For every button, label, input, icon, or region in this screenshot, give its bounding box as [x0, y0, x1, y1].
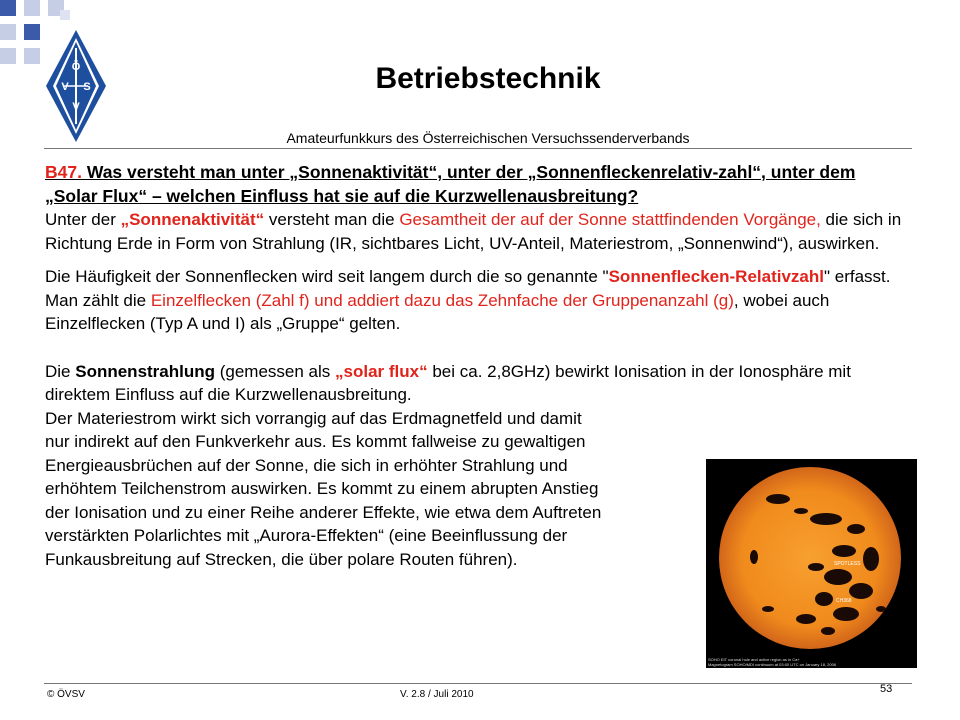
paragraph-relativzahl: Die Häufigkeit der Sonnenflecken wird seit langem durch die so genannte "Sonnenflecken-Relativzahl" erfasst. Man zählt die Einzelflecken (Zahl f) und addiert dazu das Zehnfache der Gruppenanzahl (g), wobei auch Einzelflecken (Typ A und I) als „Gruppe“ gelten. — [45, 267, 891, 333]
page-subtitle: Amateurfunkkurs des Österreichischen Versuchssenderverbands — [286, 130, 690, 146]
page-title: Betriebstechnik — [375, 62, 601, 95]
ovsv-logo — [44, 28, 108, 144]
label-ch368: CH368 — [836, 598, 852, 604]
question-number: B47. — [45, 162, 82, 182]
svg-text:V: V — [61, 81, 69, 93]
header-divider — [44, 148, 912, 149]
highlight-solar-flux: „solar flux“ — [335, 361, 428, 381]
question-text: Was versteht man unter „Sonnenaktivität“, unter der „Sonnenfleckenrelativ-zahl“, unter dem „Solar Flux“ – welchen Einfluss hat sie auf die Kurzwellenausbreitung? — [45, 162, 856, 206]
highlight-einzelflecken: Einzelflecken (Zahl f) und addiert dazu das Zehnfache der Gruppenanzahl (g) — [150, 290, 734, 310]
paragraph-sonnenstrahlung: Die Sonnenstrahlung (gemessen als „solar flux“ bei ca. 2,8GHz) bewirkt Ionisation in der Ionosphäre mit direktem Einfluss auf die Kurzwellenausbreitung. — [45, 361, 851, 404]
svg-text:S: S — [83, 81, 91, 93]
sun-image — [706, 459, 917, 668]
svg-text:V: V — [72, 101, 80, 113]
paragraph-materiestrom: Der Materiestrom wirkt sich vorrangig auf das Erdmagnetfeld und damit nur indirekt auf den Funkverkehr aus. Es kommt fallweise zu gewaltigen Energieausbrüchen auf der Sonne, die sich in erhöhter Strahlung und erhöhtem Teilchenstrom auswirken. Es kommt zu einem abrupten Anstieg der Ionisation und zu einer Reihe anderer Effekte, wie etwa dem Auftreten verstärkten Polarlichtes mit „Aurora-Effekten“ (eine Beeinflussung der Funkausbreitung auf Strecken, die über polare Routen führen). — [45, 408, 602, 569]
image-caption-2: Magnetogram SOHO/MDI continuum at 03:00 UTC on January 18, 2006 — [708, 662, 837, 667]
label-spotless: SPOTLESS — [834, 561, 861, 567]
footer-divider — [44, 683, 912, 684]
image-caption-1: SOHO EIT coronal hole and active region as in Ca+ — [708, 657, 800, 662]
paragraph-sonnenaktivitaet: Unter der „Sonnenaktivität“ versteht man die Gesamtheit der auf der Sonne stattfindenden Vorgänge, die sich in Richtung Erde in Form von Strahlung (IR, sichtbares Licht, UV-Anteil, Materiestrom, „Sonnenwind“), auswirken. — [45, 210, 902, 253]
page-number: 53 — [880, 683, 893, 695]
question-heading — [45, 161, 911, 208]
highlight-gesamtheit: Gesamtheit der auf der Sonne stattfindenden Vorgänge, — [399, 210, 821, 229]
highlight-sonnenaktivitaet: „Sonnenaktivität“ — [120, 210, 265, 229]
highlight-relativzahl: Sonnenflecken-Relativzahl — [608, 267, 824, 286]
footer-copyright: © ÖVSV — [47, 689, 85, 700]
footer-version: V. 2.8 / Juli 2010 — [400, 689, 474, 700]
highlight-sonnenstrahlung: Sonnenstrahlung — [75, 361, 216, 381]
svg-text:Ö: Ö — [71, 61, 81, 73]
